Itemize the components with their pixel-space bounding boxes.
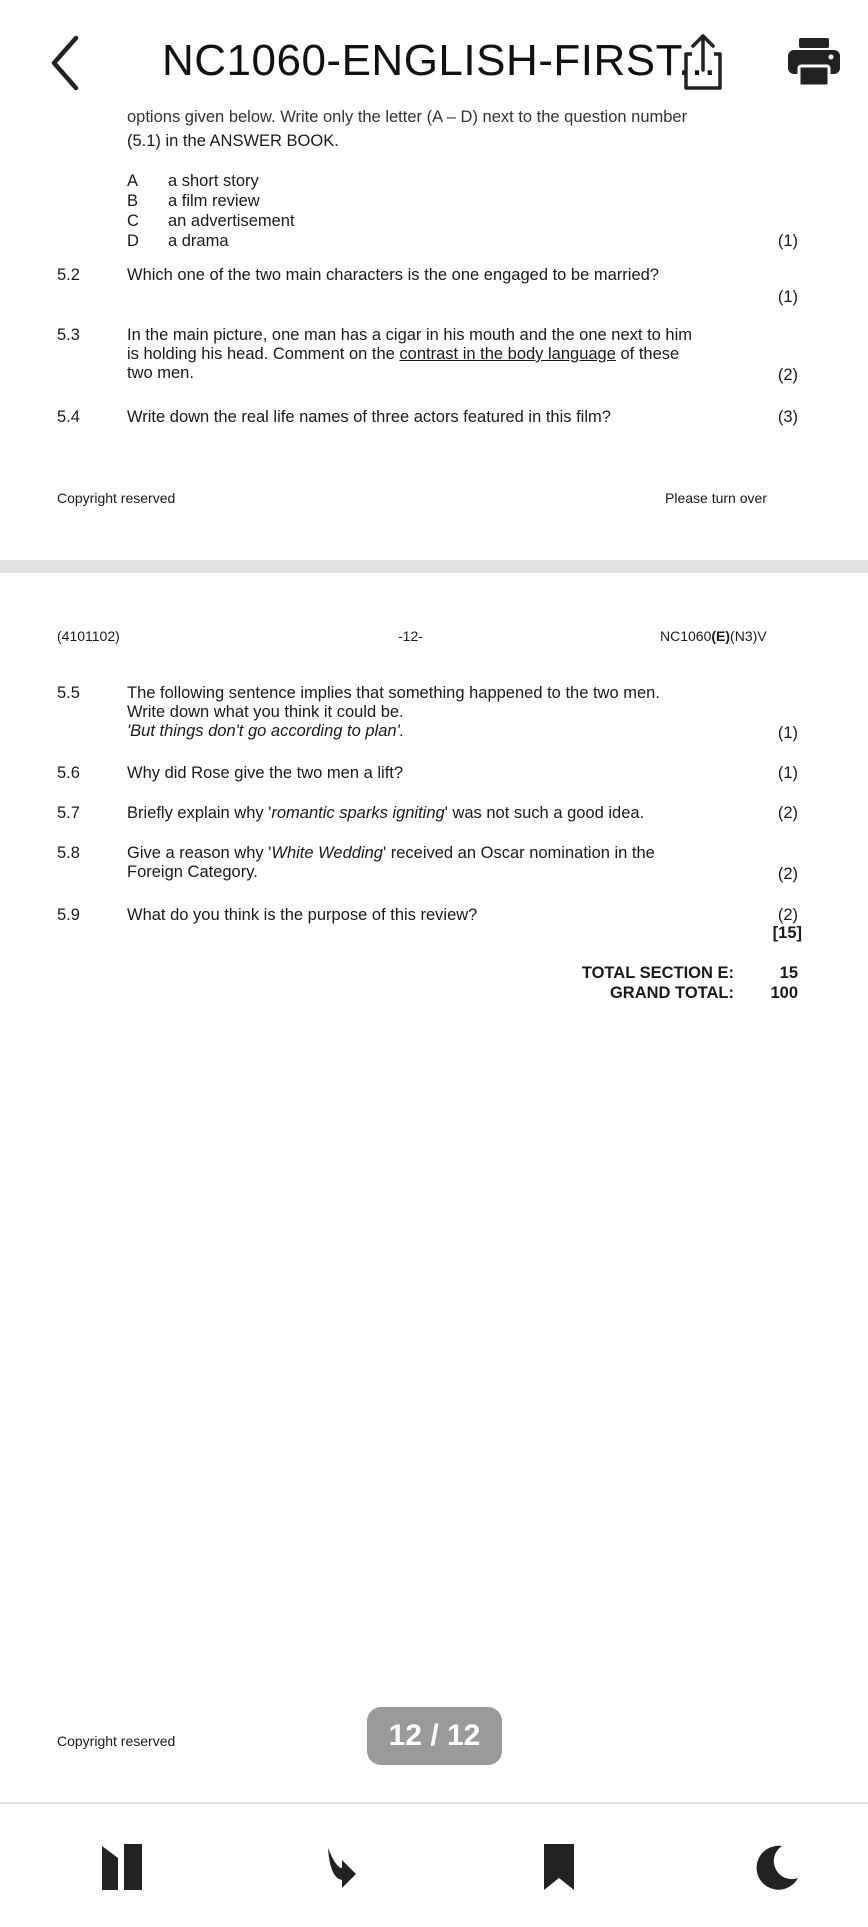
mark-allocation: (1)	[777, 764, 798, 782]
question-text: Write down the real life names of three actors featured in this film?	[127, 408, 611, 426]
footer-copyright: Copyright reserved	[57, 490, 176, 506]
bookmark-button[interactable]	[541, 1842, 601, 1898]
share-button[interactable]	[678, 28, 728, 94]
reading-mode-button[interactable]	[100, 1842, 160, 1898]
reading-mode-icon	[100, 1842, 144, 1892]
footer-turn-over: Please turn over	[665, 490, 767, 506]
question-number: 5.5	[57, 684, 80, 702]
grand-total-label: GRAND TOTAL:	[609, 984, 734, 1002]
option-letter: B	[127, 192, 139, 210]
document-title: NC1060-ENGLISH-FIRST...	[162, 36, 717, 85]
mark-allocation: (1)	[777, 724, 798, 742]
print-icon	[786, 36, 842, 88]
question-number: 5.3	[57, 326, 80, 344]
grand-total-value: 100	[770, 984, 798, 1002]
option-letter: D	[127, 232, 139, 250]
total-section-value: 15	[779, 964, 798, 982]
page-indicator: 12 / 12	[367, 1707, 502, 1765]
chevron-left-icon	[40, 30, 96, 96]
total-section-label: TOTAL SECTION E:	[581, 964, 734, 982]
option-letter: C	[127, 212, 139, 230]
underlined-phrase: contrast in the body language	[399, 345, 616, 363]
footer-copyright: Copyright reserved	[57, 1733, 176, 1749]
mark-allocation: (1)	[777, 232, 798, 250]
mark-allocation: (3)	[777, 408, 798, 426]
mark-allocation: (2)	[777, 865, 798, 883]
question-number: 5.6	[57, 764, 80, 782]
back-button[interactable]	[40, 30, 96, 96]
question-text: Give a reason why 'White Wedding' received an Oscar nomination in the Foreign Category.	[127, 844, 655, 881]
page-header-paper: NC1060(E)(N3)V	[660, 628, 767, 644]
option-text: a short story	[168, 172, 259, 190]
night-mode-icon	[756, 1842, 800, 1892]
question-text: In the main picture, one man has a cigar in his mouth and the one next to him is holding his head. Comment on the contrast in the body language of these two men.	[127, 326, 692, 382]
option-letter: A	[127, 172, 139, 190]
clipped-text-line: options given below. Write only the letter (A – D) next to the question number	[127, 108, 688, 126]
question-number: 5.4	[57, 408, 80, 426]
option-text: a drama	[168, 232, 229, 250]
section-mark-total: [15]	[772, 924, 802, 942]
question-number: 5.7	[57, 804, 80, 822]
question-number: 5.8	[57, 844, 80, 862]
mark-allocation: (2)	[777, 804, 798, 822]
question-text: What do you think is the purpose of this review?	[127, 906, 478, 924]
share-icon	[678, 28, 728, 94]
instruction-text: (5.1) in the ANSWER BOOK.	[127, 132, 339, 150]
page-header-number: -12-	[398, 628, 423, 644]
mark-allocation: (1)	[777, 288, 798, 306]
page-header-code: (4101102)	[57, 628, 120, 644]
mark-allocation: (2)	[777, 366, 798, 384]
print-button[interactable]	[786, 36, 842, 88]
toolbar-divider	[0, 1802, 868, 1804]
go-to-page-button[interactable]	[322, 1842, 382, 1898]
question-text: Why did Rose give the two men a lift?	[127, 764, 404, 782]
option-text: an advertisement	[168, 212, 295, 230]
go-to-page-icon	[322, 1842, 362, 1892]
night-mode-button[interactable]	[756, 1842, 816, 1898]
question-number: 5.2	[57, 266, 80, 284]
option-text: a film review	[168, 192, 260, 210]
question-text: Which one of the two main characters is the one engaged to be married?	[127, 266, 659, 284]
question-number: 5.9	[57, 906, 80, 924]
page-separator	[0, 560, 868, 573]
bookmark-icon	[541, 1842, 577, 1892]
mark-allocation: (2)	[777, 906, 798, 924]
question-text: Briefly explain why 'romantic sparks igniting' was not such a good idea.	[127, 804, 645, 822]
question-text: The following sentence implies that something happened to the two men. Write down what you think it could be. 'But things don't go according to plan'.	[127, 684, 660, 740]
